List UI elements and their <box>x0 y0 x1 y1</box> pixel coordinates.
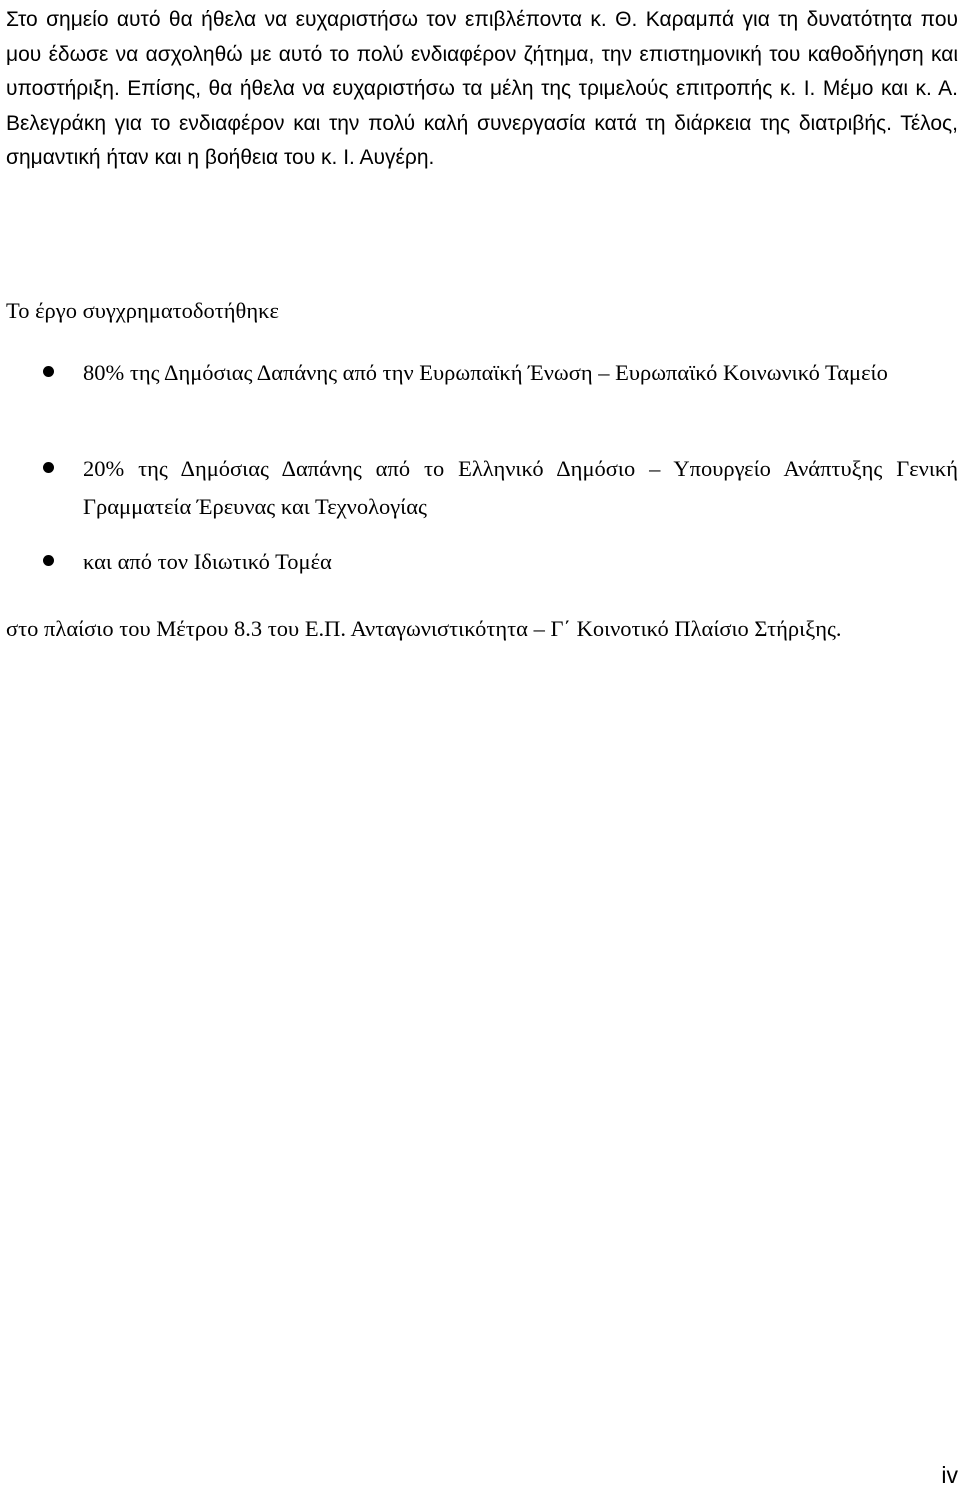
bullet-icon <box>43 462 54 473</box>
bullet-icon <box>43 366 54 377</box>
funding-list-3 <box>6 543 958 581</box>
funding-intro: Το έργο συγχρηματοδοτήθηκε <box>6 298 279 323</box>
funding-item-text: 20% της Δημόσιας Δαπάνης από το Ελληνικό Δημόσιο – Υπουργείο Ανάπτυξης Γενική Γραμματεία Έρευνας και Τεχνολογίας <box>83 456 958 519</box>
page-number: iv <box>941 1462 958 1488</box>
acknowledgements-paragraph: Στο σημείο αυτό θα ήθελα να ευχαριστήσω τον επιβλέποντα κ. Θ. Καραμπά για τη δυνατότητα που μου έδωσε να ασχοληθώ με αυτό το πολύ ενδιαφέρον ζήτημα, την επιστημονική του καθοδήγηση και υποστήριξη. Επίσης, θα ήθελα να ευχαριστήσω τα μέλη της τριμελούς επιτροπής κ. Ι. Μέμο και κ. Α. Βελεγράκη για το ενδιαφέρον και την πολύ καλή συνεργασία κατά τη διάρκεια της διατριβής. Τέλος, σημαντική ήταν και η βοήθεια του κ. Ι. Αυγέρη. <box>6 8 958 169</box>
funding-closing: στο πλαίσιο του Μέτρου 8.3 του Ε.Π. Ανταγωνιστικότητα – Γ΄ Κοινοτικό Πλαίσιο Στήριξης. <box>6 616 842 641</box>
bullet-icon <box>43 555 54 566</box>
funding-item <box>6 450 958 526</box>
funding-item-text: και από τον Ιδιωτικό Τομέα <box>83 549 332 574</box>
funding-list-1 <box>6 354 958 392</box>
document-page <box>6 0 958 641</box>
funding-item-text: 80% της Δημόσιας Δαπάνης από την Ευρωπαϊκή Ένωση – Ευρωπαϊκό Κοινωνικό Ταμείο <box>83 360 888 385</box>
funding-item <box>6 354 958 392</box>
funding-item <box>6 543 958 581</box>
funding-list-2 <box>6 450 958 526</box>
